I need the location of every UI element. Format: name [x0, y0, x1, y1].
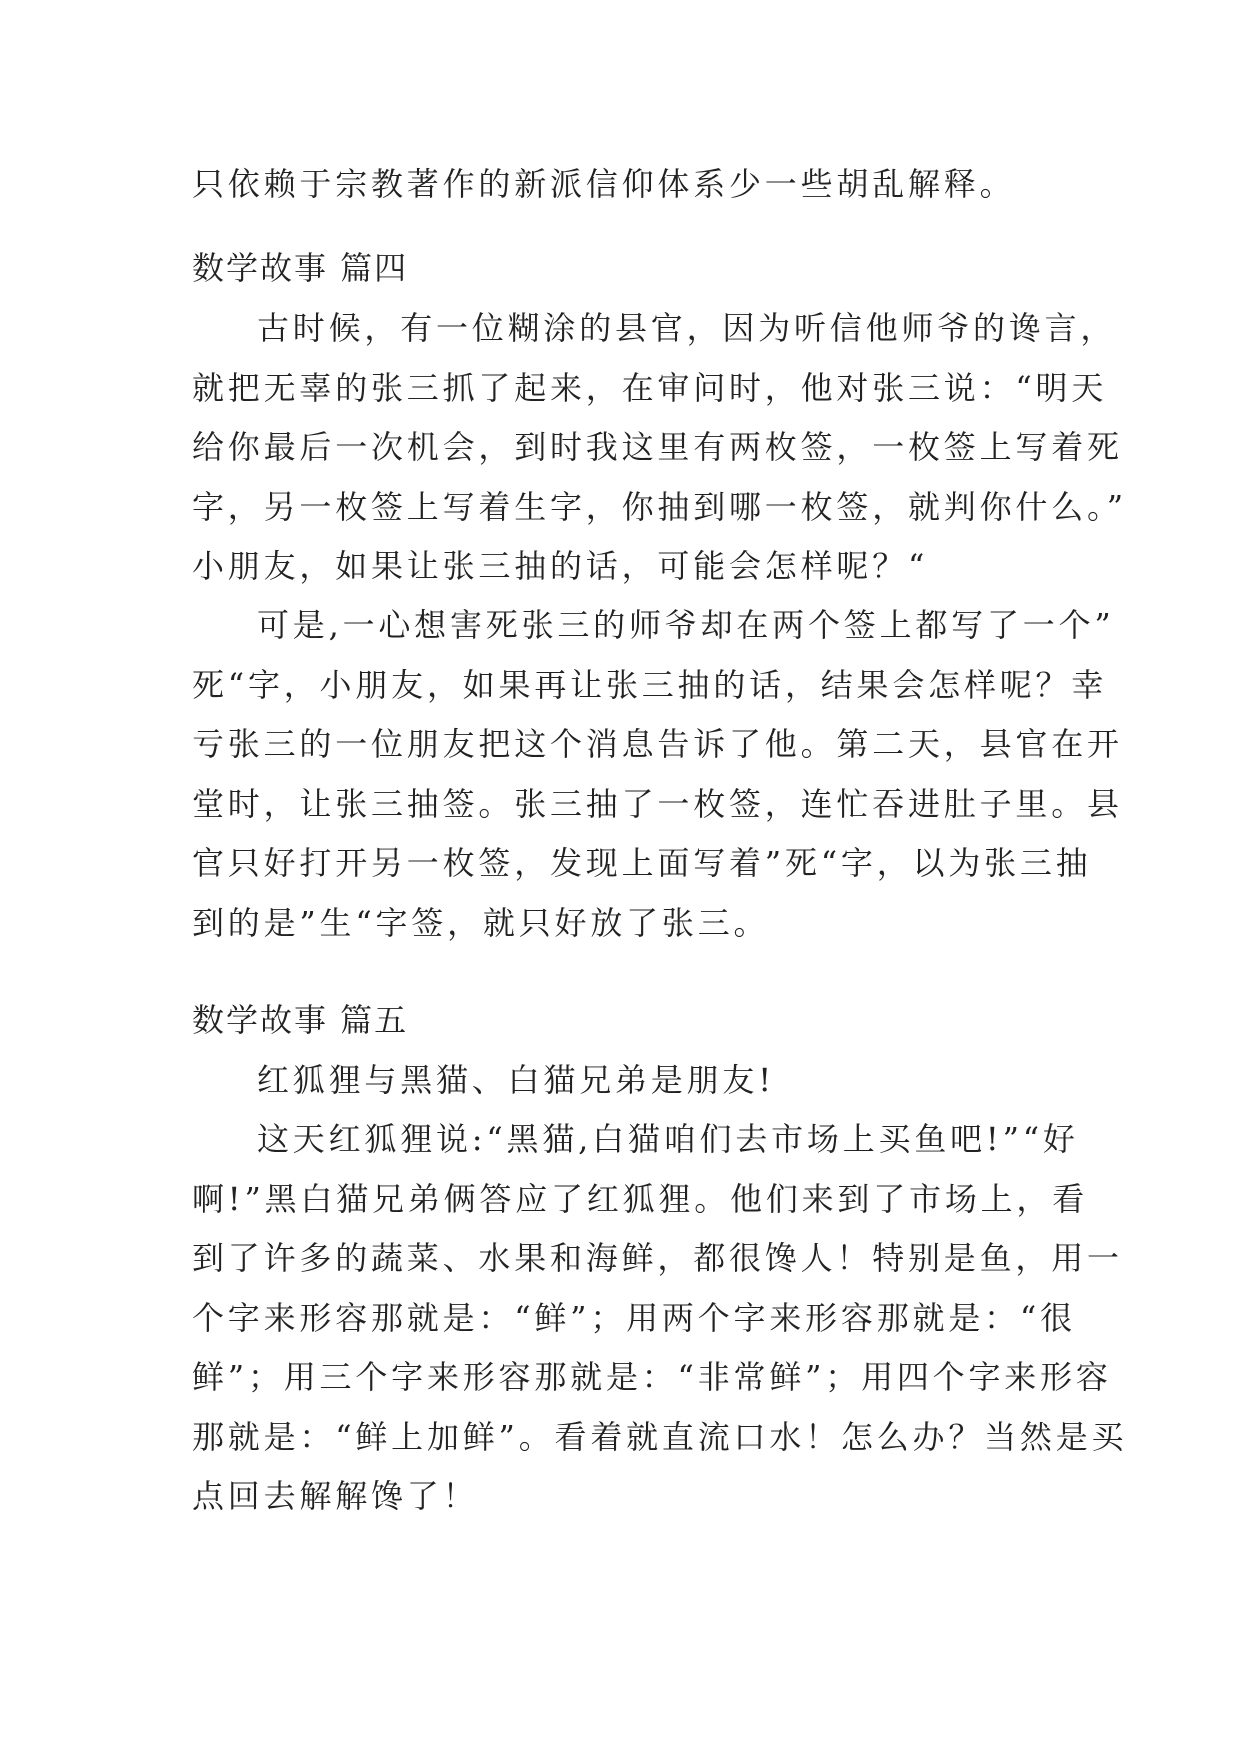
text-line: 小朋友，如果让张三抽的话，可能会怎样呢？“ — [192, 547, 929, 585]
section4-paragraph-1 — [192, 299, 1127, 597]
section5-paragraph-1 — [192, 1051, 1052, 1111]
section-heading-4 — [192, 248, 1052, 288]
section5-paragraph-2 — [192, 1110, 1128, 1527]
text-line: 就把无辜的张三抓了起来，在审问时，他对张三说：“明天 — [192, 368, 1108, 407]
text-line: 鲜”；用三个字来形容那就是：“非常鲜”；用四个字来形容 — [192, 1358, 1112, 1396]
text-line: 点回去解解馋了！ — [192, 1477, 479, 1515]
text-line: 只依赖于宗教著作的新派信仰体系少一些胡乱解释。 — [192, 165, 1016, 203]
text-line: 死“字，小朋友，如果再让张三抽的话，结果会怎样呢？幸 — [192, 665, 1108, 704]
section-title: 数学故事 篇四 — [192, 249, 409, 287]
section4-paragraph-2 — [192, 596, 1123, 953]
text-line: 红狐狸与黑猫、白猫兄弟是朋友! — [257, 1061, 775, 1099]
text-line: 到了许多的蔬菜、水果和海鲜，都很馋人！特别是鱼，用一 — [192, 1239, 1123, 1277]
text-line: 那就是：“鲜上加鲜”。看着就直流口水！怎么办？当然是买 — [192, 1417, 1128, 1456]
text-line: 官只好打开另一枚签，发现上面写着”死“字，以为张三抽 — [192, 844, 1092, 882]
intro-paragraph — [192, 155, 1052, 215]
text-line: 堂时，让张三抽签。张三抽了一枚签，连忙吞进肚子里。县 — [192, 784, 1123, 823]
text-line: 给你最后一次机会，到时我这里有两枚签，一枚签上写着死 — [192, 428, 1123, 466]
text-line: 亏张三的一位朋友把这个消息告诉了他。第二天，县官在开 — [192, 725, 1123, 763]
section-heading-5 — [192, 1000, 1052, 1040]
text-line: 个字来形容那就是：“鲜”；用两个字来形容那就是：“很 — [192, 1298, 1076, 1337]
text-line: 到的是”生“字签，就只好放了张三。 — [192, 903, 770, 942]
text-line: 古时候，有一位糊涂的县官，因为听信他师爷的谗言， — [257, 309, 1117, 347]
text-line: 这天红狐狸说:“黑猫,白猫咱们去市场上买鱼吧!”“好 — [257, 1120, 1079, 1158]
section-title: 数学故事 篇五 — [192, 1001, 409, 1039]
text-line: 可是,一心想害死张三的师爷却在两个签上都写了一个” — [257, 606, 1115, 644]
text-line: 字，另一枚签上写着生字，你抽到哪一枚签，就判你什么。” — [192, 487, 1127, 526]
text-line: 啊!”黑白猫兄弟俩答应了红狐狸。他们来到了市场上，看 — [192, 1179, 1089, 1218]
